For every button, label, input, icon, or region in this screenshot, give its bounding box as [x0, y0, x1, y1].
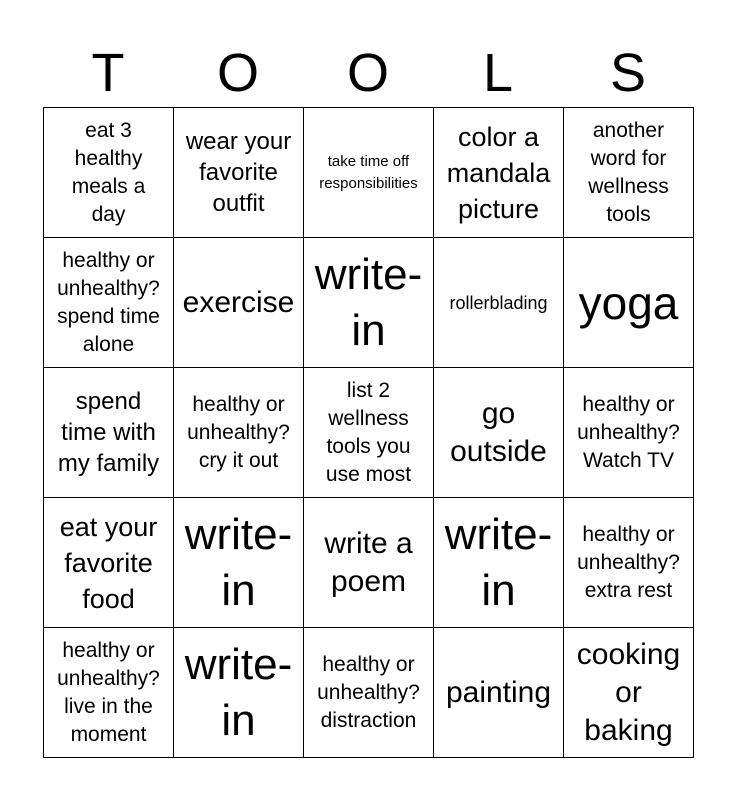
cell-text: cooking or baking: [576, 637, 681, 747]
cell-text: healthy or unhealthy? extra rest: [577, 522, 680, 602]
cell-text: list 2 wellness tools you use most: [325, 378, 412, 486]
bingo-cell[interactable]: [174, 498, 304, 628]
bingo-board: [43, 107, 694, 758]
bingo-cell[interactable]: [434, 628, 564, 758]
cell-text: write- in: [184, 509, 293, 615]
cell-text: write a poem: [324, 526, 413, 598]
bingo-cell[interactable]: [304, 628, 434, 758]
cell-text: take time off responsibilities: [319, 152, 418, 192]
cell-text: spend time with my family: [57, 388, 160, 477]
bingo-cell[interactable]: [174, 238, 304, 368]
bingo-cell[interactable]: [174, 108, 304, 238]
bingo-cell[interactable]: [434, 498, 564, 628]
header-letter-o: O: [346, 43, 389, 103]
bingo-cell[interactable]: [44, 238, 174, 368]
header-letter-l: L: [482, 43, 514, 103]
header-letter-o: O: [216, 43, 259, 103]
cell-text: exercise: [182, 285, 295, 319]
cell-text: go outside: [450, 396, 547, 468]
cell-text: another word for wellness tools: [588, 118, 669, 226]
cell-text: yoga: [578, 276, 679, 329]
cell-text: eat 3 healthy meals a day: [71, 118, 146, 226]
bingo-cell[interactable]: [564, 628, 694, 758]
bingo-cell[interactable]: [564, 498, 694, 628]
cell-text: healthy or unhealthy? Watch TV: [577, 392, 680, 472]
cell-text: healthy or unhealthy? spend time alone: [57, 248, 160, 356]
bingo-cell[interactable]: [44, 628, 174, 758]
header-letter-t: T: [91, 43, 125, 103]
bingo-cell[interactable]: [434, 108, 564, 238]
bingo-cell[interactable]: [174, 368, 304, 498]
bingo-cell[interactable]: [564, 108, 694, 238]
bingo-cell[interactable]: [44, 108, 174, 238]
bingo-cell[interactable]: [304, 498, 434, 628]
cell-text: write- in: [444, 509, 553, 615]
cell-text: write- in: [314, 249, 423, 355]
cell-text: healthy or unhealthy? live in the moment: [57, 638, 160, 746]
bingo-cell[interactable]: [564, 368, 694, 498]
cell-text: painting: [445, 675, 552, 709]
bingo-cell[interactable]: [304, 238, 434, 368]
bingo-cell[interactable]: [434, 368, 564, 498]
cell-text: healthy or unhealthy? cry it out: [187, 392, 290, 472]
bingo-cell[interactable]: [564, 238, 694, 368]
cell-text: eat your favorite food: [59, 511, 158, 614]
header-letter-s: S: [609, 43, 647, 103]
bingo-cell[interactable]: [434, 238, 564, 368]
cell-text: color a mandala picture: [446, 121, 551, 224]
cell-text: healthy or unhealthy? distraction: [317, 652, 420, 732]
bingo-cell[interactable]: [304, 108, 434, 238]
bingo-cell[interactable]: [304, 368, 434, 498]
bingo-header: [43, 40, 693, 106]
cell-text: wear your favorite outfit: [185, 128, 292, 217]
bingo-cell[interactable]: [174, 628, 304, 758]
cell-text: write- in: [184, 639, 293, 745]
bingo-cell[interactable]: [44, 368, 174, 498]
cell-text: rollerblading: [449, 292, 548, 313]
bingo-cell[interactable]: [44, 498, 174, 628]
